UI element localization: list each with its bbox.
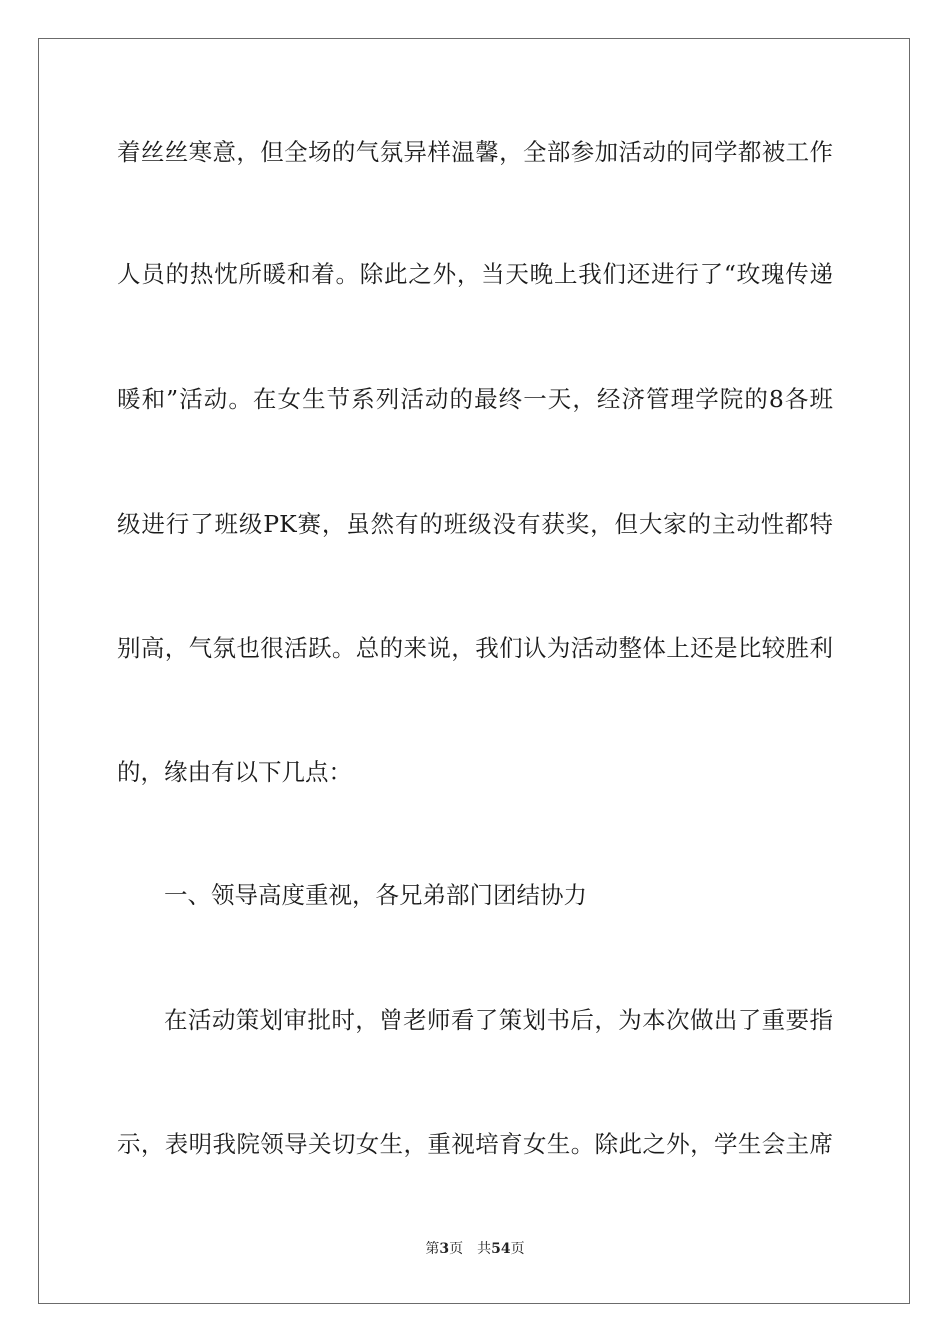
body-line-2: 人员的热忱所暖和着。除此之外，当天晚上我们还进行了“玫瑰传递 (117, 260, 833, 288)
body-line-3: 暖和”活动。在女生节系列活动的最终一天，经济管理学院的8各班 (117, 385, 833, 413)
footer-total-prefix: 共 (477, 1241, 492, 1257)
footer-total-pages: 54 (491, 1241, 511, 1257)
body-line-6: 的，缘由有以下几点： (117, 758, 352, 786)
body-line-8: 在活动策划审批时，曾老师看了策划书后，为本次做出了重要指 (164, 1006, 833, 1034)
footer-total-unit: 页 (510, 1241, 525, 1257)
footer-page-unit: 页 (449, 1241, 464, 1257)
body-line-4: 级进行了班级PK赛，虽然有的班级没有获奖，但大家的主动性都特 (117, 510, 833, 538)
page-footer (0, 1240, 950, 1258)
page-border (38, 38, 910, 1304)
footer-page-prefix: 第 (425, 1241, 440, 1257)
body-line-9: 示，表明我院领导关切女生，重视培育女生。除此之外，学生会主席 (117, 1130, 833, 1158)
body-line-1: 着丝丝寒意，但全场的气氛异样温馨，全部参加活动的同学都被工作 (117, 138, 833, 166)
footer-current-page: 3 (439, 1241, 450, 1257)
body-line-5: 别高，气氛也很活跃。总的来说，我们认为活动整体上还是比较胜利 (117, 634, 833, 662)
section-heading: 一、领导高度重视，各兄弟部门团结协力 (164, 881, 587, 909)
